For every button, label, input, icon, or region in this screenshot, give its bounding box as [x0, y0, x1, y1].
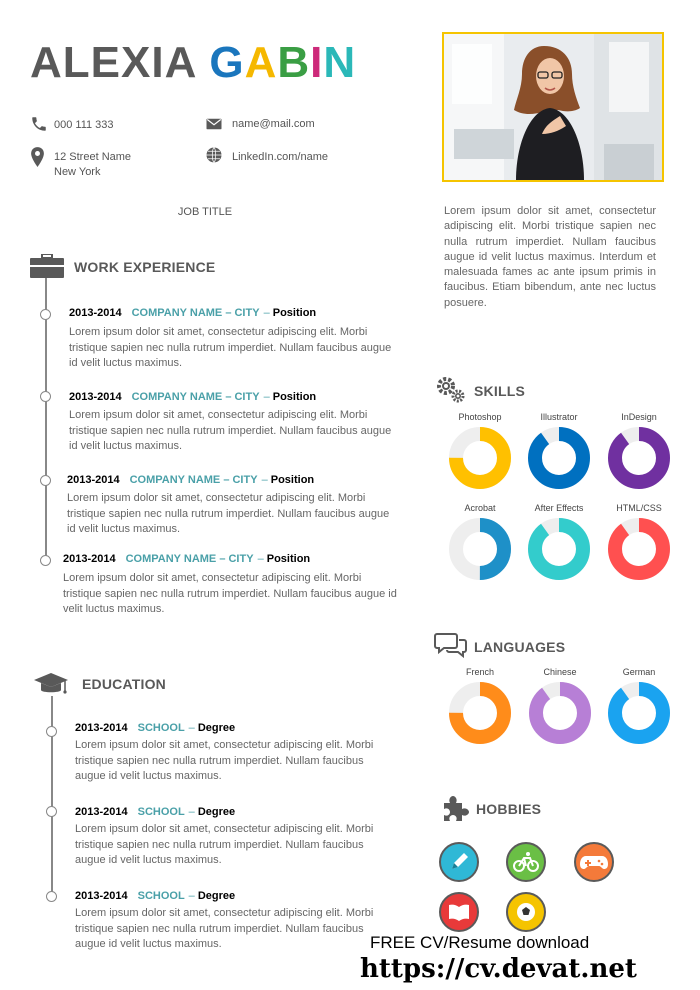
skill-label: After Effects	[534, 503, 584, 513]
work-timeline-line	[45, 278, 47, 560]
phone-icon	[30, 115, 48, 133]
entry-company: COMPANY NAME – CITY	[125, 553, 254, 565]
work-entry-description: Lorem ipsum dolor sit amet, consectetur adipiscing elit. Morbi tristique sapien nec nulla rutrum imperdiet. Nullam faucibus augue id velit luctus maximus.	[69, 409, 392, 452]
address	[54, 150, 131, 180]
language-chinese	[525, 667, 595, 751]
job-title: JOB TITLE	[177, 206, 233, 218]
entry-separator: –	[188, 722, 195, 734]
gamepad-icon	[576, 844, 612, 880]
entry-years: 2013-2014	[69, 307, 122, 319]
timeline-dot	[40, 475, 51, 486]
entry-years: 2013-2014	[63, 553, 116, 565]
entry-company: COMPANY NAME – CITY	[131, 391, 260, 403]
skill-label: HTML/CSS	[616, 503, 662, 513]
linkedin-url: LinkedIn.com/name	[232, 151, 328, 163]
donut-value-arc	[535, 434, 583, 482]
skill-donut-chart	[447, 425, 513, 491]
donut-value-arc	[535, 525, 583, 573]
hobby-football	[506, 892, 546, 932]
skill-html-css	[604, 503, 674, 587]
entry-separator: –	[261, 474, 268, 486]
education-entry-description: Lorem ipsum dolor sit amet, consectetur adipiscing elit. Morbi tristique sapien nec nulla rutrum imperdiet. Nullam faucibus augue id velit luctus maximus.	[75, 907, 374, 950]
entry-degree: Degree	[197, 722, 236, 734]
last-name-letter: A	[244, 38, 278, 87]
hobby-cycling	[506, 842, 546, 882]
language-french	[445, 667, 515, 751]
hobby-gaming	[574, 842, 614, 882]
education-entry-description: Lorem ipsum dolor sit amet, consectetur adipiscing elit. Morbi tristique sapien nec nulla rutrum imperdiet. Nullam faucibus augue id velit luctus maximus.	[75, 823, 374, 866]
first-name: ALEXIA	[30, 38, 198, 87]
skill-acrobat	[445, 503, 515, 587]
skill-illustrator	[524, 412, 594, 496]
football-icon	[508, 894, 544, 930]
education-entry-heading	[75, 890, 235, 902]
timeline-dot	[46, 891, 57, 902]
work-entry-heading	[69, 391, 316, 403]
entry-company: COMPANY NAME – CITY	[129, 474, 258, 486]
entry-separator: –	[263, 307, 270, 319]
donut-value-arc	[615, 525, 663, 573]
timeline-dot	[40, 309, 51, 320]
skill-donut-chart	[606, 425, 672, 491]
language-label: German	[622, 667, 656, 677]
skill-donut-chart	[526, 425, 592, 491]
skill-label: Illustrator	[540, 412, 578, 422]
last-name-letter: N	[323, 38, 357, 87]
skill-label: InDesign	[621, 412, 657, 422]
work-entry-heading	[69, 307, 316, 319]
skill-donut-chart	[447, 516, 513, 582]
skill-donut-chart	[606, 516, 672, 582]
entry-separator: –	[257, 553, 264, 565]
watermark-url: https://cv.devat.net	[360, 954, 637, 984]
bicycle-icon	[508, 844, 544, 880]
profile-photo	[442, 32, 664, 182]
watermark-caption: FREE CV/Resume download	[370, 933, 590, 952]
speech-bubbles-icon	[434, 631, 468, 659]
graduation-cap-icon	[33, 671, 69, 697]
profile-photo-illustration	[444, 34, 662, 180]
profile-summary: Lorem ipsum dolor sit amet, consectetur adipiscing elit. Morbi tristique sapien nec nulla rutrum imperdiet. Nullam faucibus augue id velit luctus maximus. Interdum et malesuada fames ac ante ipsum primis in faucibus. Etiam bibendum, ante nec luctus posuere.	[444, 205, 656, 309]
gears-icon	[436, 375, 466, 405]
candidate-name	[30, 38, 356, 88]
puzzle-icon	[440, 794, 470, 824]
entry-years: 2013-2014	[75, 806, 128, 818]
hobbies-heading: HOBBIES	[476, 801, 542, 817]
entry-school: SCHOOL	[137, 722, 185, 734]
entry-degree: Degree	[197, 806, 236, 818]
skill-photoshop	[445, 412, 515, 496]
languages-heading: LANGUAGES	[474, 639, 566, 655]
timeline-dot	[46, 726, 57, 737]
entry-separator: –	[263, 391, 270, 403]
entry-degree: Degree	[197, 890, 236, 902]
last-name-letter: G	[209, 38, 245, 87]
last-name-letter: B	[277, 38, 311, 87]
last-name-letter: I	[310, 38, 324, 87]
entry-years: 2013-2014	[67, 474, 120, 486]
location-pin-icon	[29, 146, 46, 168]
book-icon	[441, 894, 477, 930]
language-donut-chart	[527, 680, 593, 746]
entry-position: Position	[266, 553, 311, 565]
entry-separator: –	[188, 890, 195, 902]
education-entry-description: Lorem ipsum dolor sit amet, consectetur adipiscing elit. Morbi tristique sapien nec nulla rutrum imperdiet. Nullam faucibus augue id velit luctus maximus.	[75, 739, 374, 782]
language-german	[604, 667, 674, 751]
entry-position: Position	[272, 391, 317, 403]
work-entry-description: Lorem ipsum dolor sit amet, consectetur adipiscing elit. Morbi tristique sapien nec nulla rutrum imperdiet. Nullam faucibus augue id velit luctus maximus.	[67, 492, 390, 535]
entry-school: SCHOOL	[137, 806, 185, 818]
hobby-reading	[439, 892, 479, 932]
education-heading: EDUCATION	[82, 676, 166, 692]
entry-separator: –	[188, 806, 195, 818]
pencil-icon	[441, 844, 477, 880]
skill-after-effects	[524, 503, 594, 587]
skill-label: Acrobat	[464, 503, 496, 513]
timeline-dot	[40, 391, 51, 402]
skills-heading: SKILLS	[474, 383, 525, 399]
donut-value-arc	[615, 434, 663, 482]
briefcase-icon	[30, 254, 64, 278]
work-entry-heading	[63, 553, 310, 565]
timeline-dot	[46, 806, 57, 817]
entry-position: Position	[272, 307, 317, 319]
donut-value-arc	[536, 689, 584, 737]
skill-indesign	[604, 412, 674, 496]
address-line: 12 Street Name	[54, 151, 132, 163]
entry-years: 2013-2014	[69, 391, 122, 403]
address-line: New York	[54, 166, 101, 178]
skill-label: Photoshop	[458, 412, 502, 422]
entry-years: 2013-2014	[75, 890, 128, 902]
mail-icon	[205, 115, 223, 133]
language-donut-chart	[447, 680, 513, 746]
hobby-pencil	[439, 842, 479, 882]
entry-company: COMPANY NAME – CITY	[131, 307, 260, 319]
email-address: name@mail.com	[232, 118, 315, 130]
education-entry-heading	[75, 722, 235, 734]
language-label: Chinese	[543, 667, 577, 677]
work-entry-heading	[67, 474, 314, 486]
education-entry-heading	[75, 806, 235, 818]
entry-position: Position	[270, 474, 315, 486]
work-experience-heading: WORK EXPERIENCE	[74, 259, 216, 275]
language-donut-chart	[606, 680, 672, 746]
skill-donut-chart	[526, 516, 592, 582]
entry-years: 2013-2014	[75, 722, 128, 734]
donut-value-arc	[615, 689, 663, 737]
language-label: French	[465, 667, 494, 677]
entry-school: SCHOOL	[137, 890, 185, 902]
timeline-dot	[40, 555, 51, 566]
work-entry-description: Lorem ipsum dolor sit amet, consectetur adipiscing elit. Morbi tristique sapien nec nulla rutrum imperdiet. Nullam faucibus augue id velit luctus maximus.	[69, 326, 392, 369]
phone-number: 000 111 333	[54, 119, 114, 131]
globe-icon	[205, 146, 223, 164]
work-entry-description: Lorem ipsum dolor sit amet, consectetur adipiscing elit. Morbi tristique sapien nec nulla rutrum imperdiet. Nullam faucibus augue id velit luctus maximus.	[63, 572, 397, 615]
